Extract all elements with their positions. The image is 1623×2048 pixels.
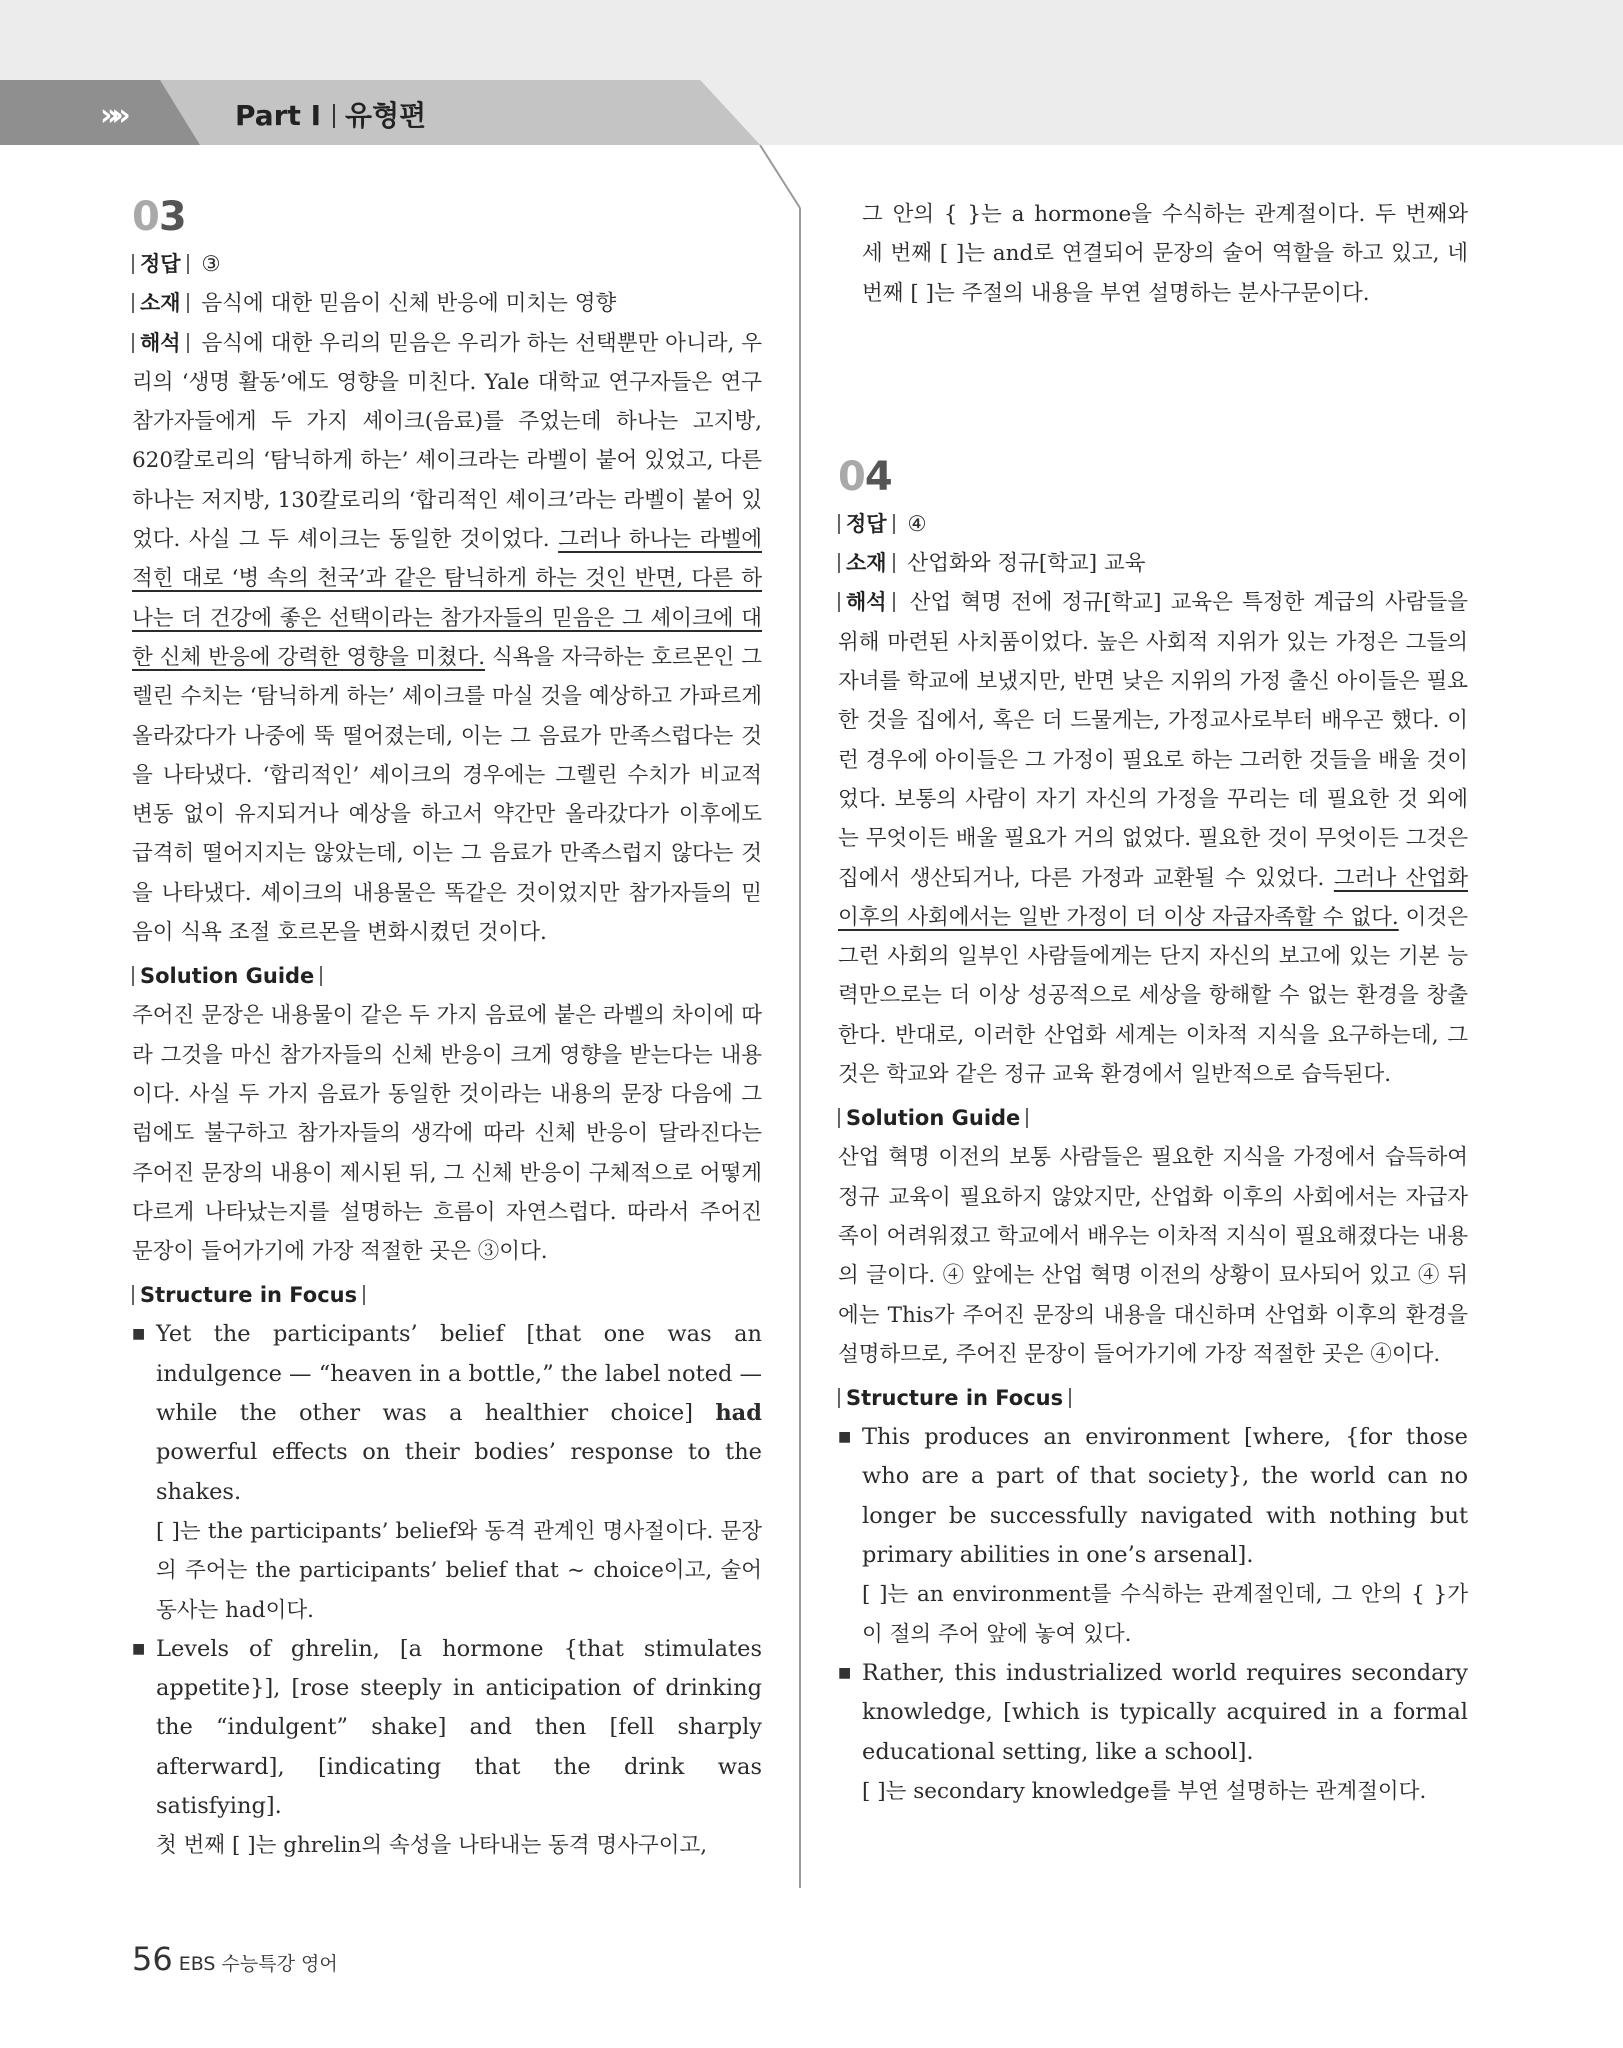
header-divider-slant xyxy=(760,145,800,208)
left-column xyxy=(132,195,762,1866)
q03-number: 03 xyxy=(132,194,186,240)
q03-translation: 해석 음식에 대한 우리의 믿음은 우리가 하는 선택뿐만 아니라, 우리의 ‘생명 활동’에도 영향을 미친다. Yale 대학교 연구자들은 연구 참가자들에게 두 가지 셰이크(음료)를 주었는데 하나는 고지방, 620칼로리의 ‘탐닉하게 하는’ 셰이크라는 라벨이 붙어 있었고, 다른 하나는 저지방, 130칼로리의 ‘합리적인 셰이크’라는 라벨이 붙어 있었다. 사실 그 두 셰이크는 동일한 것이었다. 그러나 하나는 라벨에 적힌 대로 ‘병 속의 천국’과 같은 탐닉하게 하는 것인 반면, 다른 하나는 더 건강에 좋은 선택이라는 참가자들의 믿음은 그 셰이크에 대한 신체 반응에 강력한 영향을 미쳤다. 식욕을 자극하는 호르몬인 그렐린 수치는 ‘탐닉하게 하는’ 셰이크를 마실 것을 예상하고 가파르게 올라갔다가 나중에 뚝 떨어졌는데, 이는 그 음료가 만족스럽다는 것을 나타냈다. ‘합리적인’ 셰이크의 경우에는 그렐린 수치가 비교적 변동 없이 유지되거나 예상을 하고서 약간만 올라갔다가 이후에도 급격히 떨어지지는 않았는데, 이는 그 음료가 만족스럽지 않다는 것을 나타냈다. 셰이크의 내용물은 똑같은 것이었지만 참가자들의 믿음이 식욕 조절 호르몬을 변화시켰던 것이다. xyxy=(132,330,762,946)
q03-structure-item-2: ■ Levels of ghrelin, [a hormone {that stimulates appetite}], [rose steeply in anticipation of drinking the “indulgent” shake] and then [fell sharply afterward], [indicating that the drink was satisfying]. xyxy=(132,1630,762,1826)
q04-structure-item-1: ■ This produces an environment [where, {for those who are a part of that society}, the world can no longer be successfully navigated with nothing but primary abilities in one’s arsenal]. xyxy=(838,1418,1468,1575)
q03-answer: ③ xyxy=(201,252,221,277)
q04-answer-line xyxy=(838,505,1468,544)
q04-answer: ④ xyxy=(907,511,927,537)
q04-guide-text: 산업 혁명 이전의 보통 사람들은 필요한 지식을 가정에서 습득하여 정규 교육이 필요하지 않았지만, 산업화 이후의 사회에서는 자급자족이 어려워졌고 학교에서 배우는 이차적 지식이 필요해졌다는 내용의 글이다. ④ 앞에는 산업 혁명 이전의 상황이 묘사되어 있고 ④ 뒤에는 This가 주어진 문장의 내용을 대신하며 산업화 이후의 환경을 설명하므로, 주어진 문장이 들어가기에 가장 적절한 곳은 ④이다. xyxy=(838,1145,1468,1367)
header-separator xyxy=(333,104,335,128)
page-footer xyxy=(132,1940,338,1978)
q04-structure-heading: Structure in Focus xyxy=(838,1380,1468,1416)
q03-structure-note-2: 첫 번째 [ ]는 ghrelin의 속성을 나타내는 동격 명사구이고, xyxy=(156,1833,708,1859)
q03-structure-item-1: ■ Yet the participants’ belief [that one was an indulgence — “heaven in a bottle,” the label noted — while the other was a healthier choice] had powerful effects on their bodies’ response to the shakes. xyxy=(132,1315,762,1511)
q04-topic-label: 소재 xyxy=(846,551,887,576)
q04-structure-note-1: [ ]는 an environment를 수식하는 관계절인데, 그 안의 { }가 이 절의 주어 앞에 놓여 있다. xyxy=(862,1582,1468,1647)
q03-topic-line xyxy=(132,284,762,323)
q03-structure-heading: Structure in Focus xyxy=(132,1277,762,1313)
q04-answer-label: 정답 xyxy=(846,511,887,536)
book-title: EBS 수능특강 영어 xyxy=(178,1953,338,1975)
q04-guide-heading: Solution Guide xyxy=(838,1100,1468,1136)
q03-topic: 음식에 대한 믿음이 신체 반응에 미치는 영향 xyxy=(201,291,617,317)
header-arrows-icon: »» xyxy=(100,98,123,133)
header-title xyxy=(235,94,426,134)
q03-guide-heading: Solution Guide xyxy=(132,958,762,994)
q03-guide-text: 주어진 문장은 내용물이 같은 두 가지 음료에 붙은 라벨의 차이에 따라 그것을 마신 참가자들의 신체 반응이 크게 영향을 받는다는 내용이다. 사실 두 가지 음료가 동일한 것이라는 내용의 문장 다음에 그럼에도 불구하고 참가자들의 생각에 따라 신체 반응이 달라진다는 주어진 문장의 내용이 제시된 뒤, 그 신체 반응이 구체적으로 어떻게 다르게 나타났는지를 설명하는 흐름이 자연스럽다. 따라서 주어진 문장이 들어가기에 가장 적절한 곳은 ③이다. xyxy=(132,1003,762,1265)
header-section: 유형편 xyxy=(345,99,427,132)
q03-structure-note-1: [ ]는 the participants’ belief와 동격 관계인 명사절이다. 문장의 주어는 the participants’ belief that ~ choice이고, 술어 동사는 had이다. xyxy=(156,1518,762,1623)
q04-translation-label: 해석 xyxy=(846,590,887,615)
q03-underlined-sentence: 그러나 하나는 라벨에 적힌 대로 ‘병 속의 천국’과 같은 탐닉하게 하는 것인 반면, 다른 하나는 더 건강에 좋은 선택이라는 참가자들의 믿음은 그 셰이크에 대한 신체 반응에 강력한 영향을 미쳤다. xyxy=(132,527,762,670)
column-divider xyxy=(799,208,801,1888)
q04-topic-line xyxy=(838,544,1468,583)
q04-underlined-sentence: 그러나 산업화 이후의 사회에서는 일반 가정이 더 이상 자급자족할 수 없다. xyxy=(838,865,1468,930)
q04-translation: 해석 산업 혁명 전에 정규[학교] 교육은 특정한 계급의 사람들을 위해 마련된 사치품이었다. 높은 사회적 지위가 있는 가정은 그들의 자녀를 학교에 보냈지만, 반면 낮은 지위의 가정 출신 아이들은 필요한 것을 집에서, 혹은 더 드물게는, 가정교사로부터 배우곤 했다. 이런 경우에 아이들은 그 가정이 필요로 하는 그러한 것들을 배울 것이었다. 보통의 사람이 자기 자신의 가정을 꾸리는 데 필요한 것 외에는 무엇이든 배울 필요가 거의 없었다. 필요한 것이 무엇이든 그것은 집에서 생산되거나, 다른 가정과 교환될 수 있었다. 그러나 산업화 이후의 사회에서는 일반 가정이 더 이상 자급자족할 수 없다. 이것은 그런 사회의 일부인 사람들에게는 단지 자신의 보고에 있는 기본 능력만으로는 더 이상 성공적으로 세상을 항해할 수 없는 환경을 창출한다. 반대로, 이러한 산업화 세계는 이차적 지식을 요구하는데, 그것은 학교와 같은 정규 교육 환경에서 일반적으로 습득된다. xyxy=(838,590,1468,1088)
right-column xyxy=(838,195,1468,1811)
q04-structure-note-2: [ ]는 secondary knowledge를 부연 설명하는 관계절이다. xyxy=(862,1778,1427,1804)
q03-answer-label: 정답 xyxy=(140,252,181,276)
header-part: Part Ⅰ xyxy=(235,99,322,132)
q04-topic: 산업화와 정규[학교] 교육 xyxy=(907,551,1146,577)
page-number: 56 xyxy=(132,1940,173,1978)
q03-topic-label: 소재 xyxy=(140,291,181,316)
q03-answer-line xyxy=(132,245,762,284)
q04-number: 04 xyxy=(838,453,892,500)
q03-structure-note-2-cont: 그 안의 { }는 a hormone을 수식하는 관계절이다. 두 번째와 세 번째 [ ]는 and로 연결되어 문장의 술어 역할을 하고 있고, 네 번째 [ ]는 주절의 내용을 부연 설명하는 분사구문이다. xyxy=(862,202,1468,306)
q04-structure-item-2: ■ Rather, this industrialized world requires secondary knowledge, [which is typically acquired in a formal educational setting, like a school]. xyxy=(838,1654,1468,1772)
q03-translation-label: 해석 xyxy=(140,330,181,355)
